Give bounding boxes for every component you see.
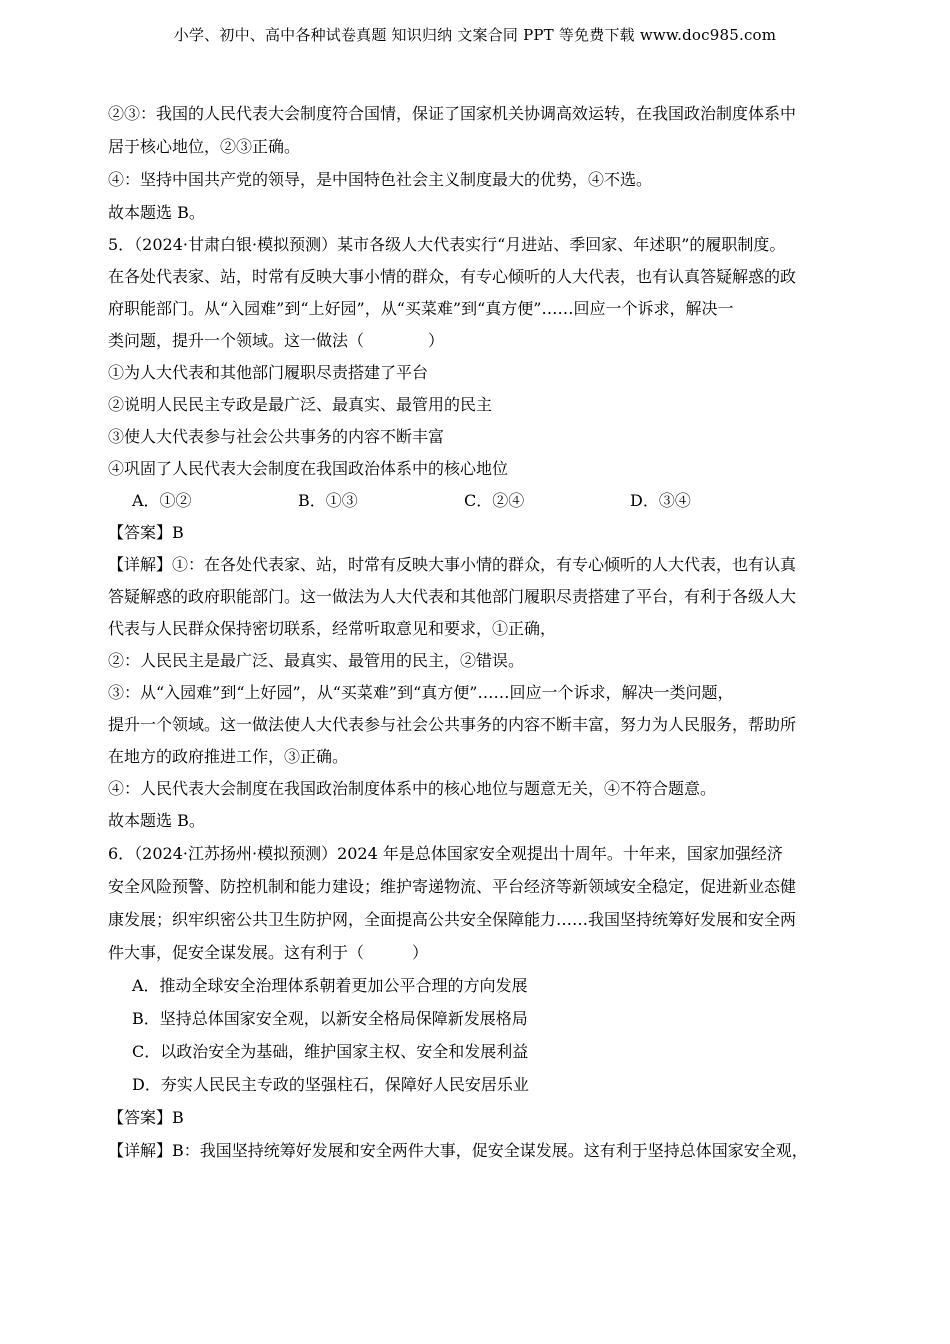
question-5: [108, 229, 843, 837]
question-stem-line: 6．（2024·江苏扬州·模拟预测）2024 年是总体国家安全观提出十周年。十年来，国家加强经济: [108, 844, 783, 863]
prev-detail-line: 居于核心地位，②③正确。: [108, 137, 301, 156]
statement-item: ③使人大代表参与社会公共事务的内容不断丰富: [108, 427, 445, 446]
option-b: B．①③: [298, 491, 358, 510]
detail-line: 提升一个领域。这一做法使人大代表参与社会公共事务的内容不断丰富，努力为人民服务，帮助所: [108, 715, 797, 734]
question-stem-line: 府职能部门。从“入园难”到“上好园”，从“买菜难”到“真方便”……回应一个诉求，解决一: [108, 299, 734, 318]
question-stem-line: 安全风险预警、防控机制和能力建设；维护寄递物流、平台经济等新领域安全稳定，促进新业态健: [108, 877, 797, 896]
question-stem-line: 类问题，提升一个领域。这一做法（ ）: [108, 331, 445, 350]
option-d: D．③④: [630, 491, 691, 510]
detail-line: 在地方的政府推进工作，③正确。: [108, 747, 349, 766]
detail-line: 代表与人民群众保持密切联系，经常听取意见和要求，①正确，: [108, 619, 557, 638]
question-stem-line: 在各处代表家、站，时常有反映大事小情的群众，有专心倾听的人大代表，也有认真答疑解惑的政: [108, 267, 797, 286]
option-b: B．坚持总体国家安全观，以新安全格局保障新发展格局: [132, 1009, 528, 1028]
prev-detail-line: ④：坚持中国共产党的领导，是中国特色社会主义制度最大的优势，④不选。: [108, 170, 653, 189]
detail-line: 【详解】①：在各处代表家、站，时常有反映大事小情的群众，有专心倾听的人大代表，也有认真: [108, 555, 797, 574]
question-stem-line: 5．（2024·甘肃白银·模拟预测）某市各级人大代表实行“月进站、季回家、年述职”的履职制度。: [108, 235, 786, 254]
answer-options: [108, 485, 843, 517]
option-c: C．②④: [464, 491, 525, 510]
statement-item: ①为人大代表和其他部门履职尽责搭建了平台: [108, 363, 429, 382]
option-a: A．推动全球安全治理体系朝着更加公平合理的方向发展: [132, 976, 528, 995]
detail-line: ④：人民代表大会制度在我国政治制度体系中的核心地位与题意无关，④不符合题意。: [108, 779, 717, 798]
statement-item: ④巩固了人民代表大会制度在我国政治体系中的核心地位: [108, 459, 509, 478]
detail-line: 答疑解惑的政府职能部门。这一做法为人大代表和其他部门履职尽责搭建了平台，有利于各级人大: [108, 587, 797, 606]
question-stem-line: 件大事，促安全谋发展。这有利于（ ）: [108, 943, 429, 962]
question-stem-line: 康发展；织牢织密公共卫生防护网，全面提高公共安全保障能力……我国坚持统筹好发展和安全两: [108, 910, 797, 929]
detail-line: ②：人民民主是最广泛、最真实、最管用的民主，②错误。: [108, 651, 525, 670]
document-body: [108, 97, 843, 1167]
detail-conclusion: 故本题选 B。: [108, 811, 205, 830]
detail-line: ③：从“入园难”到“上好园”，从“买菜难”到“真方便”……回应一个诉求，解决一类问题，: [108, 683, 734, 702]
option-a: A．①②: [132, 491, 192, 510]
answer-label: 【答案】B: [108, 1108, 184, 1127]
option-c: C．以政治安全为基础，维护国家主权、安全和发展利益: [132, 1042, 529, 1061]
prev-conclusion: 故本题选 B。: [108, 203, 205, 222]
question-6: [108, 837, 843, 1167]
prev-detail-line: ②③：我国的人民代表大会制度符合国情，保证了国家机关协调高效运转，在我国政治制度体系中: [108, 104, 797, 123]
option-d: D．夯实人民民主专政的坚强柱石，保障好人民安居乐业: [132, 1075, 529, 1094]
statement-item: ②说明人民民主专政是最广泛、最真实、最管用的民主: [108, 395, 493, 414]
detail-line: 【详解】B：我国坚持统筹好发展和安全两件大事，促安全谋发展。这有利于坚持总体国家安全观，: [108, 1141, 808, 1160]
page-header: 小学、初中、高中各种试卷真题 知识归纳 文案合同 PPT 等免费下载 www.doc985.com: [173, 26, 777, 44]
answer-label: 【答案】B: [108, 523, 184, 542]
